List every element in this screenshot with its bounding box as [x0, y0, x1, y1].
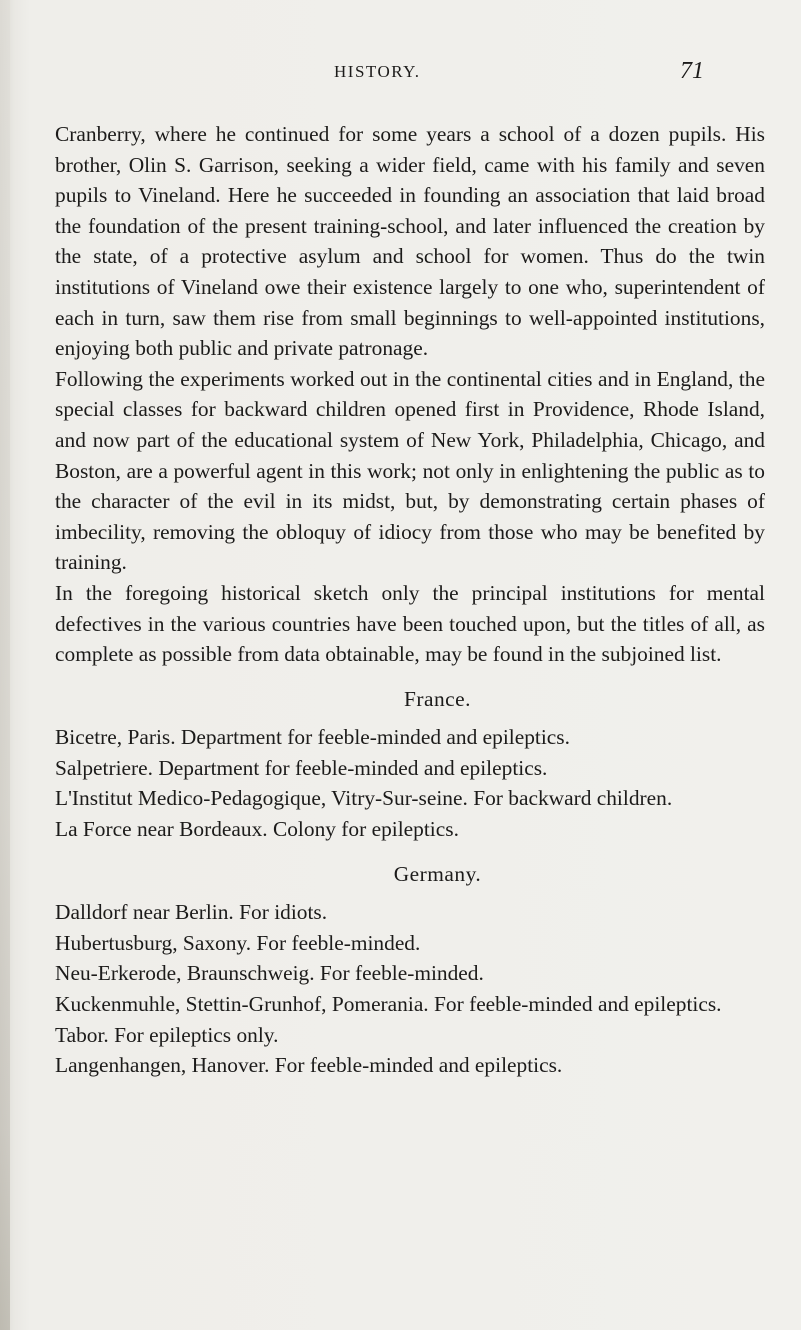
- list-item: Hubertusburg, Saxony. For feeble-minded.: [55, 930, 421, 955]
- section-heading-france: France.: [403, 686, 472, 711]
- list-item: Neu-Erkerode, Braunschweig. For feeble-minded.: [55, 961, 484, 986]
- list-item: Kuckenmuhle, Stettin-Grunhof, Pomerania. For feeble-minded and epileptics.: [55, 992, 722, 1017]
- page-number: 71: [680, 58, 704, 84]
- running-title: HISTORY.: [334, 62, 421, 81]
- gutter-shadow: [0, 0, 10, 1330]
- institution-list-france: [55, 722, 765, 844]
- paragraph: Cranberry, where he continued for some years a school of a dozen pupils. His brother, Olin S. Garrison, seeking a wider field, came with his family and seven pupils to Vineland. Here he succeeded in founding an association that laid broad the foundation of the present training-school, and later influenced the creation by the state, of a protective asylum and school for women. Thus do the twin institutions of Vineland owe their existence largely to one who, superintendent of each in turn, saw them rise from small beginnings to well-appointed institutions, enjoying both public and private patronage.: [55, 122, 765, 361]
- list-item: Langenhangen, Hanover. For feeble-minded and epileptics.: [55, 1053, 563, 1078]
- paragraph: Following the experiments worked out in the continental cities and in England, the special classes for backward children opened first in Providence, Rhode Island, and now part of the educational system of New York, Philadelphia, Chicago, and Boston, are a powerful agent in this work; not only in enlightening the public as to the character of the evil in its midst, but, by demonstrating certain phases of imbecility, removing the obloquy of idiocy from those who may be benefited by training.: [55, 366, 765, 575]
- list-item: La Force near Bordeaux. Colony for epileptics.: [55, 817, 459, 842]
- running-head: [0, 56, 801, 96]
- institution-list-germany: [55, 897, 765, 1081]
- paragraph: In the foregoing historical sketch only the principal institutions for mental defectives in the various countries have been touched upon, but the titles of all, as complete as possible from data obtainable, may be found in the subjoined list.: [55, 580, 765, 667]
- body-text: [55, 119, 765, 1081]
- section-heading-germany: Germany.: [393, 861, 482, 886]
- list-item: Bicetre, Paris. Department for feeble-minded and epileptics.: [55, 725, 570, 750]
- list-item: L'Institut Medico-Pedagogique, Vitry-Sur-seine. For backward children.: [55, 786, 673, 811]
- list-item: Tabor. For epileptics only.: [55, 1022, 279, 1047]
- list-item: Dalldorf near Berlin. For idiots.: [55, 900, 328, 925]
- list-item: Salpetriere. Department for feeble-minded and epileptics.: [55, 755, 548, 780]
